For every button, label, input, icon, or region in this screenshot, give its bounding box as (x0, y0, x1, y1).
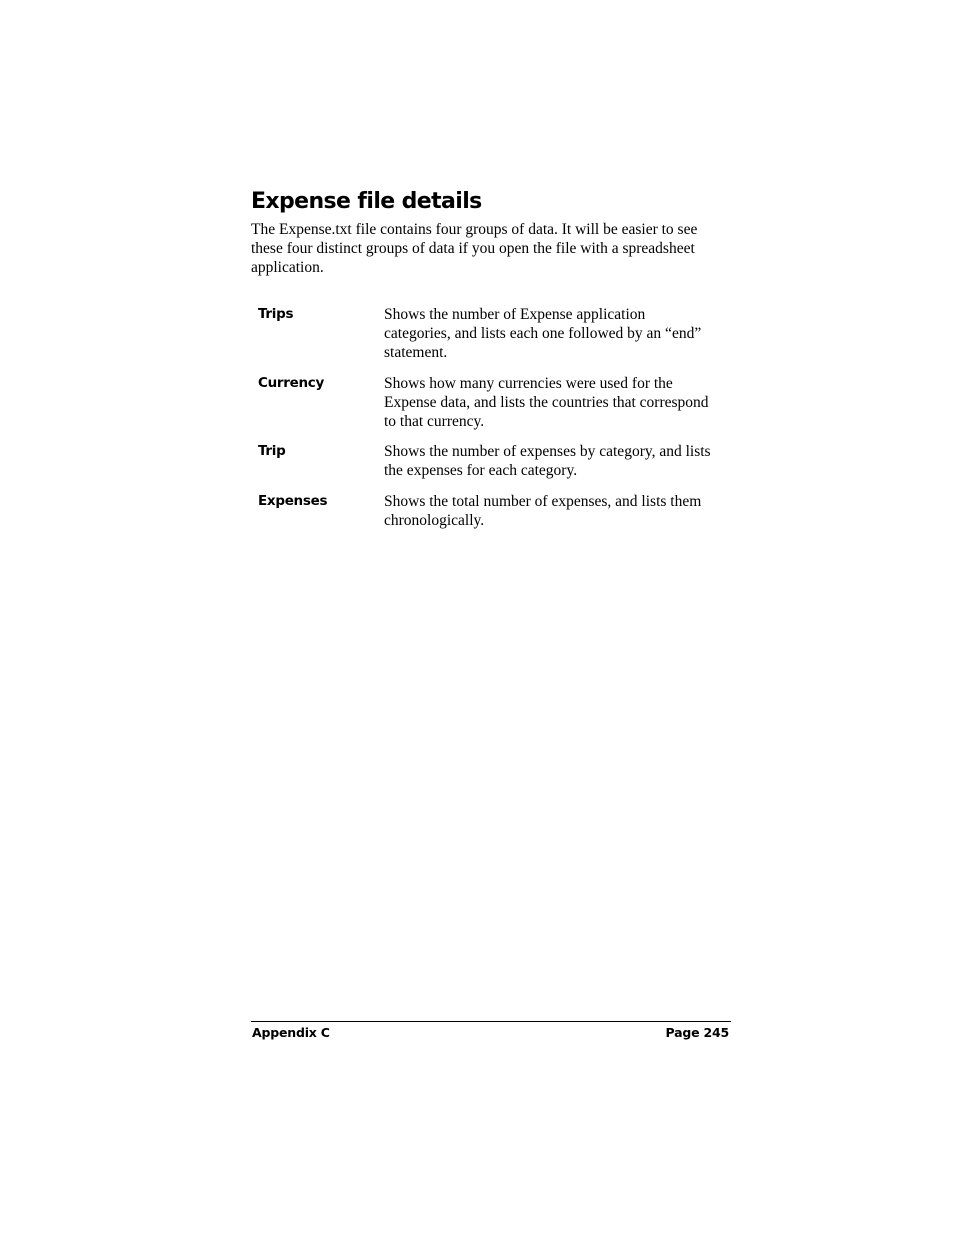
footer-page-number: Page 245 (665, 1025, 729, 1040)
definition-row-currency (258, 374, 718, 442)
definition-term: Expenses (258, 493, 328, 509)
definition-row-expenses (258, 492, 718, 532)
definition-row-trips (258, 305, 718, 374)
definition-term: Trip (258, 443, 286, 459)
definition-term: Currency (258, 375, 325, 391)
definition-description: Shows the number of Expense application categories, and lists each one followed by an “end” statement. (384, 306, 702, 361)
definition-description: Shows the number of expenses by category, and lists the expenses for each category. (384, 443, 711, 479)
footer-section-label: Appendix C (252, 1025, 330, 1040)
definition-term: Trips (258, 306, 294, 322)
definition-description: Shows the total number of expenses, and lists them chronologically. (384, 493, 702, 529)
definition-row-trip (258, 442, 718, 492)
footer-divider (251, 1021, 731, 1022)
definition-description: Shows how many currencies were used for the Expense data, and lists the countries that correspond to that currency. (384, 375, 709, 430)
intro-paragraph: The Expense.txt file contains four groups of data. It will be easier to see these four distinct groups of data if you open the file with a spreadsheet application. (251, 221, 698, 276)
page-title: Expense file details (251, 189, 482, 214)
definition-list (258, 305, 718, 532)
